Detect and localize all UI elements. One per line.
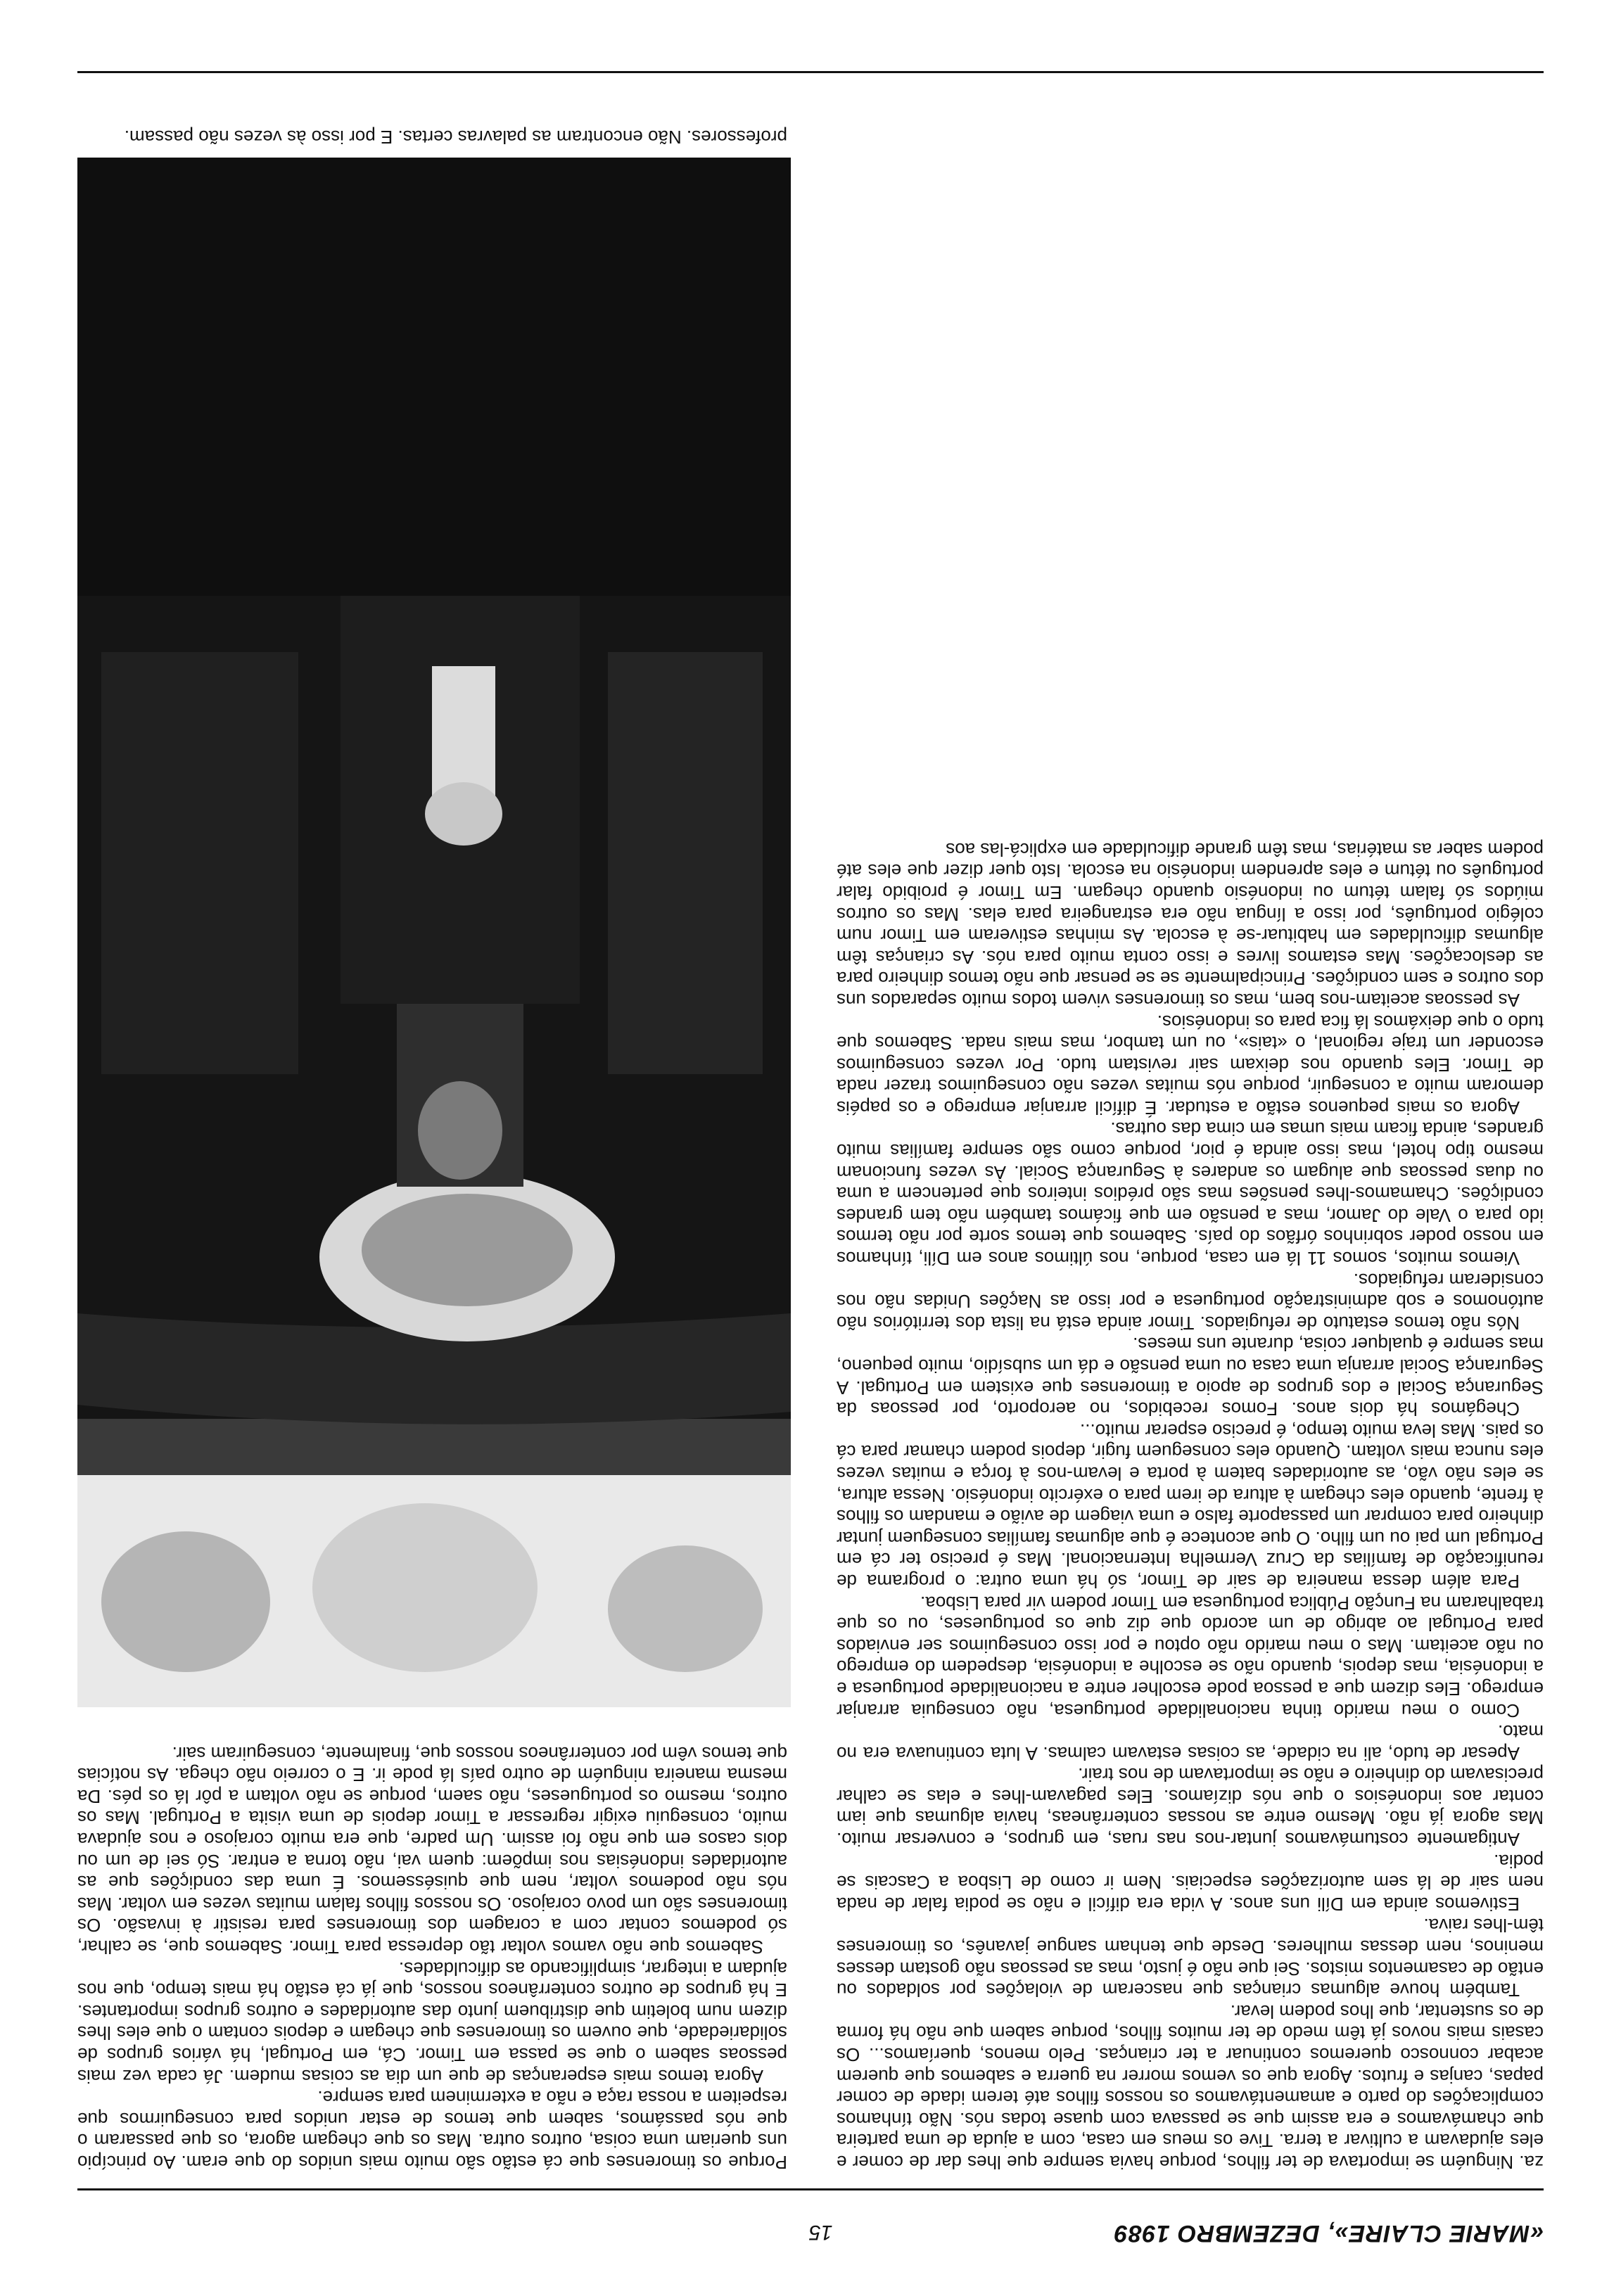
right-column-text bbox=[837, 838, 1544, 2173]
page-number: 15 bbox=[809, 2221, 833, 2244]
paragraph: Chegámos há dois anos. Fomos recebidos, no aeroporto, por pessoas da Segurança Social e dos grupos de apoio a timorenses que existem em Portugal. A Segurança Social arranja uma casa ou uma pensão e dá um subsídio, muito pequeno, mas sempre é qualquer coisa, durante uns meses. bbox=[837, 1334, 1544, 1420]
paragraph: As pessoas aceitam-nos bem, mas os timorenses vivem todos muito separados uns dos outros e sem condições. Principalmente se se pensar que não temos dinheiro para as deslocações. Mas estamos livres e isso conta muito para nós. As crianças têm algumas dificuldades em habituar-se à escola. As minhas estiveram em Timor num colégio português, por isso a língua não era estrangeira para elas. Mas os outros miúdos só falam tétum ou indonésio quando chegam. Em Timor é proibido falar português ou tétum e eles aprendem indonésio na escola. Isto quer dizer que eles até podem saber as matérias, mas têm grande dificuldade em explicá-las aos bbox=[837, 838, 1544, 1011]
paragraph: Sabemos que não vamos voltar tão depressa para Timor. Sabemos que, se calhar, só podemos contar com a coragem dos timorenses para resistir à invasão. Os timorenses são um povo corajoso. Os nossos filhos falam muitas vezes em voltar. Mas nós não podemos voltar, nem que quiséssemos. É uma das condições que as autoridades indonésias nos impõem: quem vai, não torna a entrar. Só sei de um ou dois casos em que não foi assim. Um padre, que era muito corajoso e nos ajudava muito, conseguiu exigir regressar a Timor depois de uma visita a Portugal. Mas os outros, mesmo os portugueses, não saem, porque se não voltam a pôr lá os pés. Da mesma maneira ninguém de outro país lá pode ir. E o correio não chega. As notícias que temos vêm por conterrâneos nossos que, finalmente, conseguiram sair. bbox=[77, 1742, 787, 1958]
paragraph: professores. Não encontram as palavras certas. E por isso às vezes não passam. bbox=[124, 127, 787, 148]
paragraph: Nós não temos estatuto de refugiados. Timor ainda está na lista dos territórios não autónomos e sob administração portuguesa e por isso as Nações Unidas não nos consideram refugiados. bbox=[837, 1269, 1544, 1334]
top-rule bbox=[77, 2188, 1544, 2190]
paragraph: Apesar de tudo, ali na cidade, as coisas estavam calmas. A luta continuava era no mato. bbox=[837, 1721, 1544, 1764]
masthead: «MARIE CLAIRE», DEZEMBRO 1989 bbox=[1114, 2220, 1544, 2247]
paragraph: Para além dessa maneira de sair de Timor, só há uma outra: o programa de reunificação de famílias da Cruz Vermelha Internacional. Mas é preciso ter cá em Portugal um pai ou um filho. O que acontece é que algumas famílias conseguem juntar dinheiro para comprar um passaporte falso e uma viagem de avião e mandam os filhos à frente, quando eles chegam à altura de irem para o exército indonésio. Nessa altura, se eles não vão, as autoridades batem à porta e levam-nos à força e muitas vezes eles nunca mais voltam. Quando eles conseguem fugir, depois podem chamar para cá os pais. Mas leva muito tempo, é preciso esperar muito... bbox=[837, 1420, 1544, 1592]
page-header bbox=[77, 2198, 1544, 2247]
paragraph: Antigamente costumávamos juntar-nos nas ruas, em grupos, e conversar muito. Mas agora já não. Mesmo entre as nossas conterrâneas, havia algumas que iam contar aos indonésios o que nós dizíamos. Eles pagavam-lhes e elas se calhar precisavam do dinheiro e não se importavam de nos trair. bbox=[837, 1764, 1544, 1851]
paragraph: za. Ninguém se importava de ter filhos, porque havia sempre que lhes dar de comer e eles ajudavam a cultivar a terra. Tive os meus em casa, com a ajuda de uma parteira que chamávamos e era assim que se passava com quase todas nós. Não tínhamos complicações do parto e amamentávamos os nossos filhos até terem idade de comer papas, canjas e frutos. Agora que os vemos morrer na guerra e sabemos que querem acabar connosco queremos continuar a ter crianças. Pelo menos, queríamos... Os casais mais novos já têm medo de ter muitos filhos, porque sabem que não há forma de os sustentar, que lhos podem levar. bbox=[837, 2001, 1544, 2173]
bottom-rule bbox=[77, 71, 1544, 73]
paragraph: Estivemos ainda em Díli uns anos. A vida era difícil e não se podia falar de nada nem sair de lá sem autorizações especiais. Nem ir como de Lisboa a Cascais se podia. bbox=[837, 1850, 1544, 1915]
paragraph: Porque os timorenses que cá estão são muito mais unidos do que eram. Ao princípio uns queriam uma coisa, outros outra. Mas os que chegam agora, os que passaram o que nós passámos, sabem que temos de estar unidos para conseguirmos que respeitem a nossa raça e não a exterminem para sempre. bbox=[77, 2087, 787, 2173]
paragraph: Como o meu marido tinha nacionalidade portuguesa, não conseguia arranjar emprego. Eles dizem que a pessoa pode escolher entre a nacionalidade portuguesa e a indonésia, mas depois, quando não se escolhe a indonésia, despedem do emprego ou não aceitam. Mas o meu marido não optou e por isso conseguimos ser enviados para Portugal ao abrigo de um acordo que diz que os portugueses, ou os que trabalharam na Função Pública portuguesa em Timor podem vir para Lisboa. bbox=[837, 1592, 1544, 1721]
paragraph: Agora temos mais esperanças de que um dia as coisas mudem. Já cada vez mais pessoas sabem o que se passa em Timor. Cá, em Portugal, há vários grupos de solidariedade, que ouvem os timorenses que chegam e depois contam o que eles lhes dizem num boletim que distribuem junto das autoridades e outros grupos importantes. E há grupos de outros conterrâneos nossos, que já cá estão há mais tempo, que nos ajudam a integrar, simplificando as dificuldades. bbox=[77, 1958, 787, 2087]
paragraph: Viemos muitos, somos 11 lá em casa, porque, nos últimos anos em Díli, tínhamos em nosso poder sobrinhos órfãos do país. Sabemos que temos sorte por não termos ido para o Vale do Jamor, mas a pensão em que ficámos também não tem grandes condições. Chamamos-lhes pensões mas são prédios inteiros que pertencem a uma ou duas pessoas que alugam os andares à Segurança Social. Às vezes funcionam mesmo tipo hotel, mas isso ainda é pior, porque como são sempre famílias muito grandes, ainda ficam mais umas em cima das outras. bbox=[837, 1118, 1544, 1270]
photo-bottom-text bbox=[77, 126, 787, 148]
paragraph: Agora os mais pequenos estão a estudar. É difícil arranjar emprego e os papéis demoram muito a conseguir, porque nós muitas vezes não conseguimos trazer nada de Timor. Eles quando nos deixam sair revistam tudo. Por vezes conseguimos esconder um traje regional, o «tais», ou um tambor, mas mais nada. Sabemos que tudo o que deixámos lá fica para os indonésios. bbox=[837, 1011, 1544, 1118]
paragraph: Também houve algumas crianças que nasceram de violações por soldados ou então de casamentos mistos. Sei que não é justo, mas as pessoas não gostam desses meninos, nem dessas mulheres. Desde que tenham sangue javanês, os timorenses têm-lhes raiva. bbox=[837, 1915, 1544, 2001]
right-column bbox=[77, 1392, 787, 2173]
